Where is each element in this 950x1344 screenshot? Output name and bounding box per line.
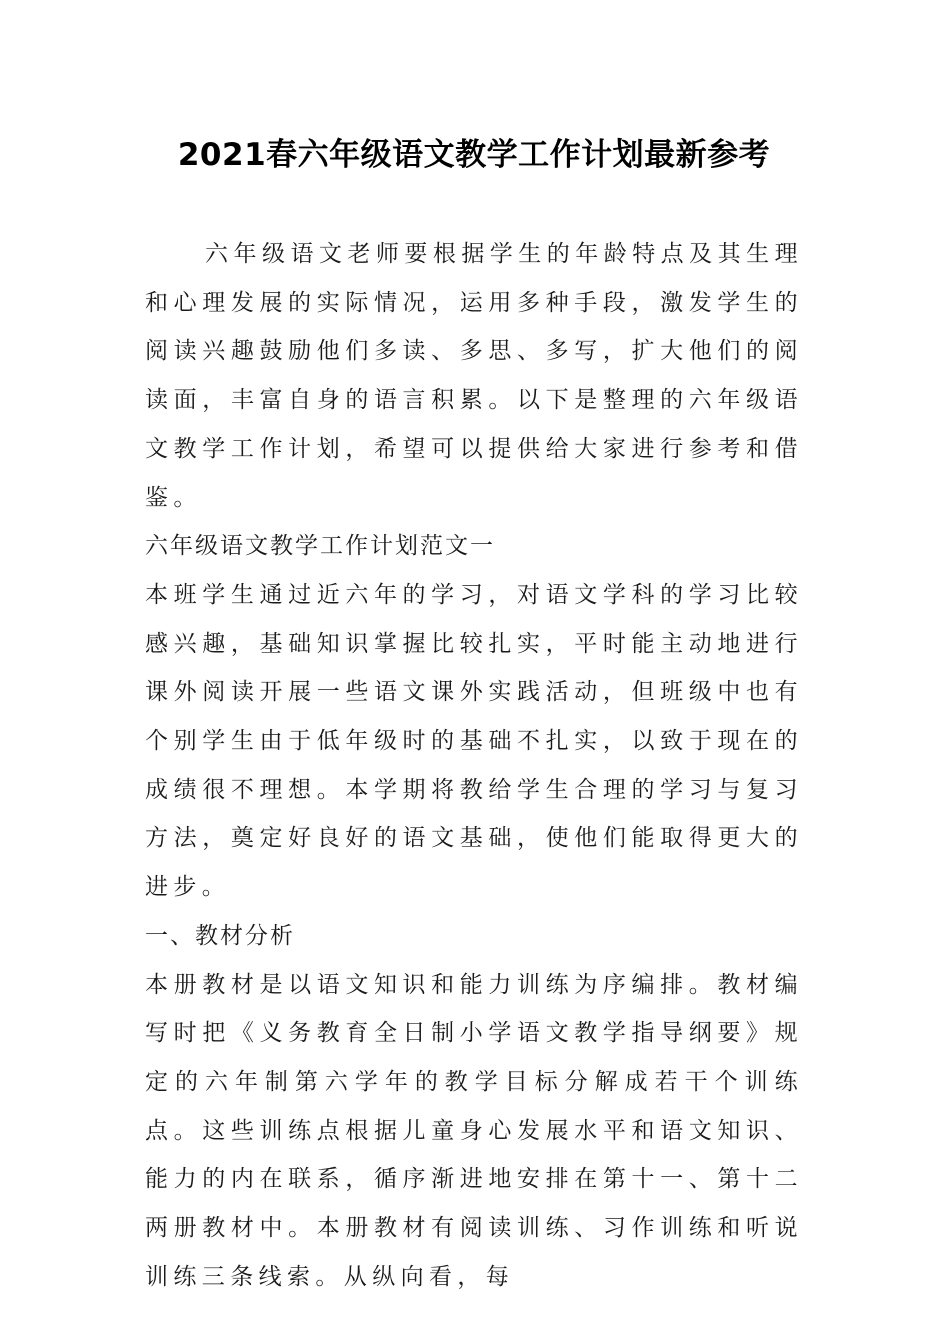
body-paragraph-2: 本册教材是以语文知识和能力训练为序编排。教材编写时把《义务教育全日制小学语文教学指导纲要》规定的六年制第六学年的教学目标分解成若干个训练点。这些训练点根据儿童身心发展水平和语文知识、能力的内在联系，循序渐进地安排在第十一、第十二两册教材中。本册教材有阅读训练、习作训练和听说训练三条线索。从纵向看，每 [145,971,803,1290]
intro-paragraph: 六年级语文老师要根据学生的年龄特点及其生理和心理发展的实际情况，运用多种手段，激发学生的阅读兴趣鼓励他们多读、多思、多写，扩大他们的阅读面，丰富自身的语言积累。以下是整理的六年级语文教学工作计划，希望可以提供给大家进行参考和借鉴。 [145,241,803,511]
document-title: 2021春六年级语文教学工作计划最新参考 [177,137,771,173]
subheading-textbook-analysis: 一、教材分析 [145,922,295,949]
body-paragraph-1: 本班学生通过近六年的学习，对语文学科的学习比较感兴趣，基础知识掌握比较扎实，平时能主动地进行课外阅读开展一些语文课外实践活动，但班级中也有个别学生由于低年级时的基础不扎实，以致于现在的成绩很不理想。本学期将教给学生合理的学习与复习方法，奠定好良好的语文基础，使他们能取得更大的进步。 [145,581,803,901]
document-body [145,230,803,1301]
section-title: 六年级语文教学工作计划范文一 [145,533,495,560]
